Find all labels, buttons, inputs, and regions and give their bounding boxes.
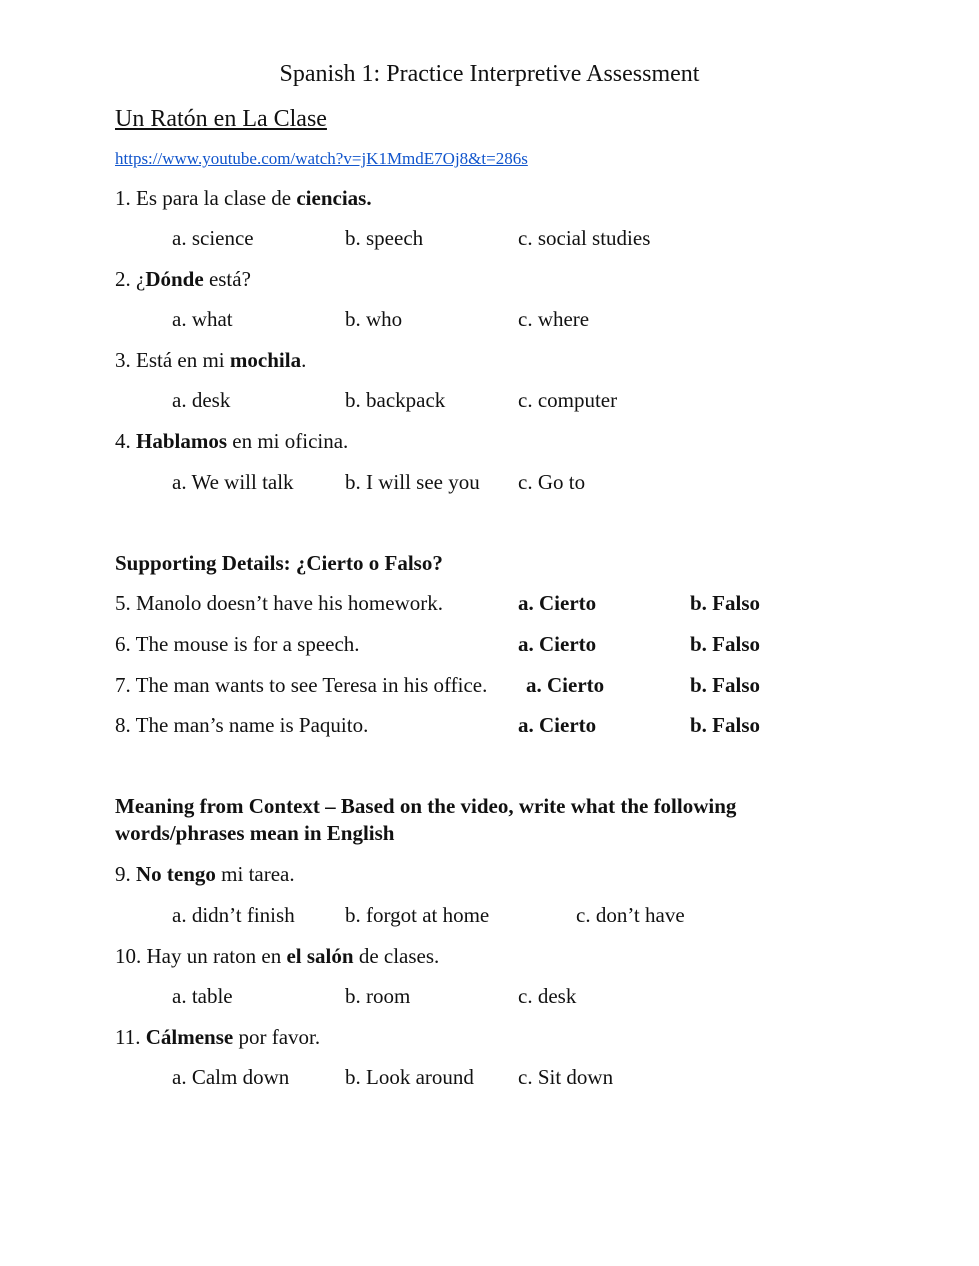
question-2: 2. ¿Dónde está? — [115, 267, 251, 291]
q1-option-a: a. science — [172, 226, 254, 250]
section-heading-context-line-1: Meaning from Context – Based on the video, write what the following — [115, 794, 737, 818]
q9-option-a: a. didn’t finish — [172, 903, 295, 927]
question-4: 4. Hablamos en mi oficina. — [115, 429, 349, 453]
question-1: 1. Es para la clase de ciencias. — [115, 186, 372, 210]
q1-option-c: c. social studies — [518, 226, 651, 250]
q3-option-c: c. computer — [518, 388, 618, 412]
q2-option-a: a. what — [172, 307, 233, 331]
q4-option-a: a. We will talk — [172, 470, 294, 494]
q4-option-b: b. I will see you — [345, 470, 480, 494]
q3-option-a: a. desk — [172, 388, 231, 412]
section-heading-context-line-2: words/phrases mean in English — [115, 821, 395, 845]
tf-statement-6: 6. The mouse is for a speech. — [115, 632, 360, 656]
q11-option-a: a. Calm down — [172, 1065, 290, 1089]
q11-option-c: c. Sit down — [518, 1065, 614, 1089]
tf-5-option-b: b. Falso — [690, 591, 761, 615]
q3-option-b: b. backpack — [345, 388, 446, 412]
q11-option-b: b. Look around — [345, 1065, 474, 1089]
q10-option-b: b. room — [345, 984, 411, 1008]
q9-option-b: b. forgot at home — [345, 903, 490, 927]
tf-6-option-a: a. Cierto — [518, 632, 597, 656]
tf-statement-7: 7. The man wants to see Teresa in his office. — [115, 673, 488, 697]
tf-7-option-a: a. Cierto — [526, 673, 605, 697]
question-10: 10. Hay un raton en el salón de clases. — [115, 944, 440, 968]
q2-option-c: c. where — [518, 307, 590, 331]
tf-8-option-b: b. Falso — [690, 713, 761, 737]
q9-option-c: c. don’t have — [576, 903, 685, 927]
q2-option-b: b. who — [345, 307, 403, 331]
q10-option-c: c. desk — [518, 984, 577, 1008]
tf-7-option-b: b. Falso — [690, 673, 761, 697]
q1-option-b: b. speech — [345, 226, 424, 250]
question-3: 3. Está en mi mochila. — [115, 348, 307, 372]
tf-5-option-a: a. Cierto — [518, 591, 597, 615]
tf-statement-5: 5. Manolo doesn’t have his homework. — [115, 591, 443, 615]
tf-6-option-b: b. Falso — [690, 632, 761, 656]
question-11: 11. Cálmense por favor. — [115, 1025, 321, 1049]
q10-option-a: a. table — [172, 984, 233, 1008]
page-title: Spanish 1: Practice Interpretive Assessment — [279, 61, 700, 87]
tf-8-option-a: a. Cierto — [518, 713, 597, 737]
tf-statement-8: 8. The man’s name is Paquito. — [115, 713, 369, 737]
video-link[interactable]: https://www.youtube.com/watch?v=jK1MmdE7Oj8&t=286s — [115, 149, 528, 168]
story-title: Un Ratón en La Clase — [115, 106, 327, 132]
question-9: 9. No tengo mi tarea. — [115, 862, 295, 886]
q4-option-c: c. Go to — [518, 470, 586, 494]
section-heading-true-false: Supporting Details: ¿Cierto o Falso? — [115, 551, 443, 575]
